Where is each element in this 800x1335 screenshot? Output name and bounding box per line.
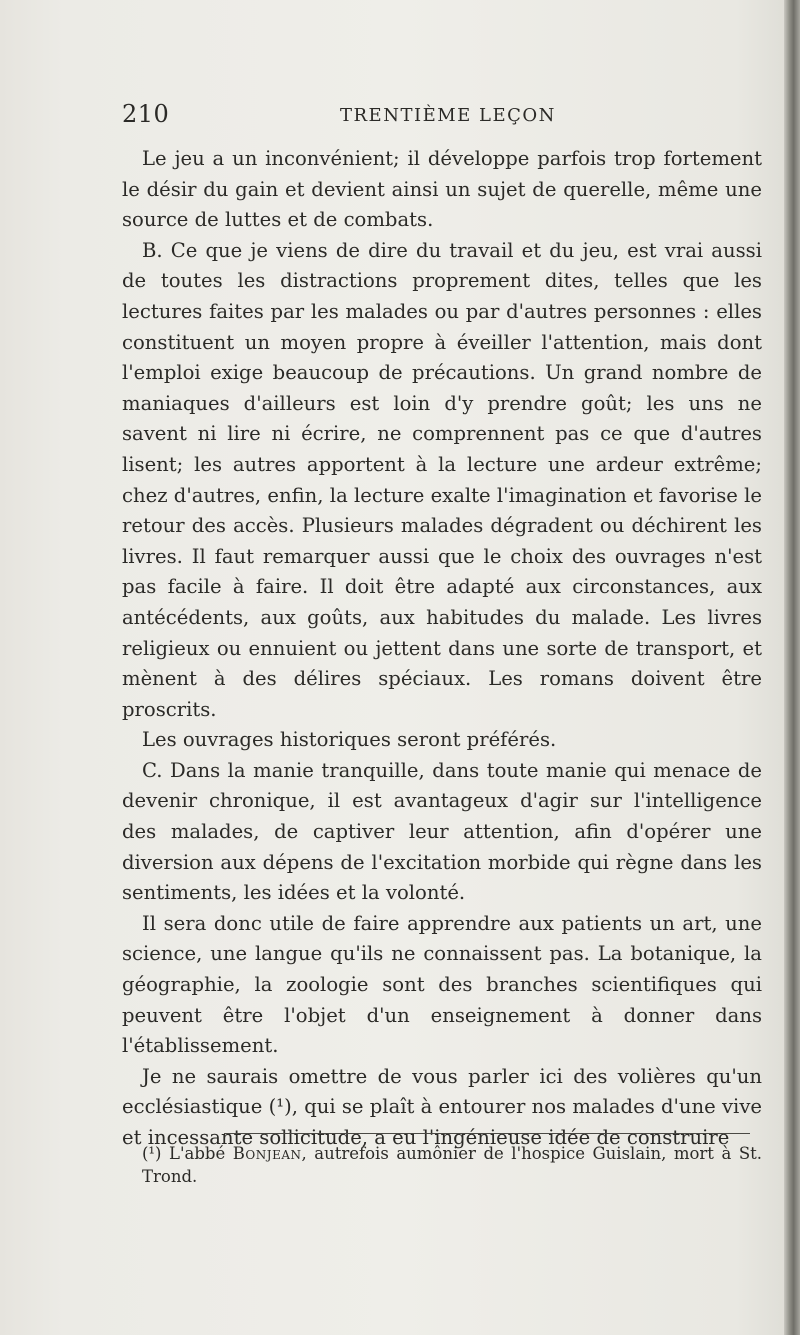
page-edge-shadow bbox=[784, 0, 800, 1335]
paragraph: Les ouvrages historiques seront préférés. bbox=[142, 728, 557, 752]
footnote bbox=[142, 1142, 762, 1188]
running-title: TRENTIÈME LEÇON bbox=[340, 105, 556, 126]
footnote-rest: , autrefois aumônier de l'hospice Guislain, mort à St. Trond. bbox=[142, 1144, 763, 1186]
page-number: 210 bbox=[122, 100, 170, 128]
body-text bbox=[122, 144, 762, 1154]
paragraph: Le jeu a un inconvénient; il développe parfois trop fortement le désir du gain et devient ainsi un sujet de querelle, même une source de luttes et de combats. bbox=[122, 147, 762, 232]
footnote-text bbox=[142, 1142, 762, 1188]
page-header bbox=[0, 100, 800, 132]
footnote-lead: L'abbé bbox=[169, 1144, 226, 1163]
footnote-marker: (¹) bbox=[142, 1144, 162, 1163]
footnote-name: Bonjean bbox=[232, 1144, 302, 1163]
paragraph: B. Ce que je viens de dire du travail et du jeu, est vrai aussi de toutes les distractions proprement dites, telles que les lectures faites par les malades ou par d'autres personnes : elles constituent un moyen propre à éveiller l'attention, mais dont l'emploi exige beaucoup de précautions. Un grand nombre de maniaques d'ailleurs est loin d'y prendre goût; les uns ne savent ni lire ni écrire, ne comprennent pas ce que d'autres lisent; les autres apportent à la lecture une ardeur extrême; chez d'autres, enfin, la lecture exalte l'imagination et favorise le retour des accès. Plusieurs malades dégradent ou déchirent les livres. Il faut remarquer aussi que le choix des ouvrages n'est pas facile à faire. Il doit être adapté aux circonstances, aux antécédents, aux goûts, aux habitudes du malade. Les livres religieux ou ennuient ou jettent dans une sorte de transport, et mènent à des délires spéciaux. Les romans doivent être proscrits. bbox=[122, 238, 762, 721]
paragraph: C. Dans la manie tranquille, dans toute manie qui menace de devenir chronique, il est avantageux d'agir sur l'intelligence des malades, de captiver leur attention, afin d'opérer une diversion aux dépens de l'excitation morbide qui règne dans les sentiments, les idées et la volonté. bbox=[122, 758, 762, 905]
paragraph: Il sera donc utile de faire apprendre aux patients un art, une science, une langue qu'ils ne connaissent pas. La botanique, la géographie, la zoologie sont des branches scientifiques qui peuvent être l'objet d'un enseignement à donner dans l'établissement. bbox=[122, 911, 762, 1058]
paragraph: Je ne saurais omettre de vous parler ici des volières qu'un ecclésiastique (¹), qui se plaît à entourer nos malades d'une vive et incessante sollicitude, a eu l'ingénieuse idée de construire bbox=[122, 1064, 762, 1149]
footnote-divider bbox=[224, 1133, 750, 1134]
